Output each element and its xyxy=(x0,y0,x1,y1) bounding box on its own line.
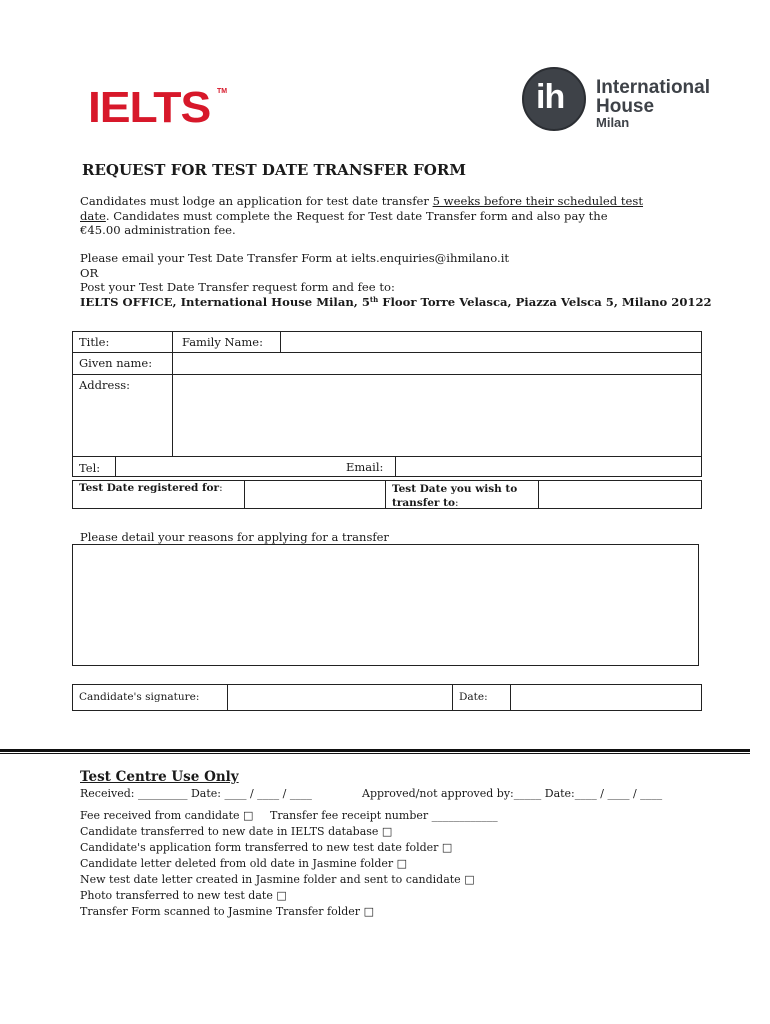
email-field[interactable] xyxy=(397,458,700,476)
intro-paragraph: Candidates must lodge an application for test date transfer 5 weeks before their scheduled test date. Candidates must complete the Request for Test date Transfer form and also pay the €45.00 administration fee. xyxy=(80,194,644,237)
section-divider xyxy=(0,749,750,752)
address-label: Address: xyxy=(79,378,131,392)
date-field[interactable] xyxy=(512,686,700,709)
title-field[interactable] xyxy=(118,333,170,351)
given-name-field[interactable] xyxy=(174,354,700,373)
ih-monogram: ih xyxy=(536,78,565,116)
ielts-logo: IELTS xyxy=(88,83,211,132)
family-name-label: Family Name: xyxy=(182,335,263,349)
approved-line: Approved/not approved by:_____ Date:____ / ____ / ____ xyxy=(362,787,663,800)
tel-label: Tel: xyxy=(79,461,101,475)
test-date-registered-field[interactable] xyxy=(246,482,383,507)
email-label: Email: xyxy=(346,460,384,474)
section-divider-thin xyxy=(0,753,750,754)
fee-received-line: Fee received from candidate □ xyxy=(80,809,254,822)
postal-address: IELTS OFFICE, International House Milan, 5th Floor Torre Velasca, Piazza Velsca 5, Milano 20122 xyxy=(80,294,712,309)
test-date-wish-field[interactable] xyxy=(540,482,700,507)
checklist-item: Candidate transferred to new date in IELTS database □ xyxy=(80,825,393,838)
checklist-item: Candidate letter deleted from old date in Jasmine folder □ xyxy=(80,857,408,870)
title-label: Title: xyxy=(79,335,110,349)
reasons-label: Please detail your reasons for applying for a transfer xyxy=(80,530,389,544)
test-centre-heading: Test Centre Use Only xyxy=(80,769,239,785)
page-title: REQUEST FOR TEST DATE TRANSFER FORM xyxy=(82,161,466,179)
contact-paragraph: Please email your Test Date Transfer Form at ielts.enquiries@ihmilano.it OR Post your Test Date Transfer request form and fee to: IELTS OFFICE, International House Milan, 5th Floor Torre Velasca, Piazza Velsca 5, Milano 20122 xyxy=(80,251,712,309)
test-date-registered-label: Test Date registered for: xyxy=(79,482,223,494)
ih-name-line1: International xyxy=(596,77,711,98)
given-name-label: Given name: xyxy=(79,356,153,370)
email-line: Please email your Test Date Transfer Form at ielts.enquiries@ihmilano.it xyxy=(80,251,510,265)
signature-label: Candidate's signature: xyxy=(79,691,200,703)
test-date-wish-label: Test Date you wish to transfer to: xyxy=(392,483,518,509)
ielts-trademark: TM xyxy=(217,88,228,95)
received-line: Received: _________ Date: ____ / ____ / ____ xyxy=(80,787,312,800)
checklist-item: Photo transferred to new test date □ xyxy=(80,889,287,902)
checklist-item: New test date letter created in Jasmine folder and sent to candidate □ xyxy=(80,873,475,886)
signature-field[interactable] xyxy=(229,686,450,709)
checklist-item: Transfer Form scanned to Jasmine Transfer folder □ xyxy=(80,905,374,918)
reasons-field[interactable] xyxy=(72,544,699,666)
tel-field[interactable] xyxy=(117,458,337,476)
fee-receipt-line: Transfer fee receipt number ____________ xyxy=(270,809,498,822)
address-field[interactable] xyxy=(174,376,700,455)
ih-name-line2: House xyxy=(596,96,655,117)
family-name-field[interactable] xyxy=(282,333,700,351)
date-label: Date: xyxy=(459,691,488,703)
ih-name-line3: Milan xyxy=(596,115,630,130)
checklist-item: Candidate's application form transferred to new test date folder □ xyxy=(80,841,453,854)
